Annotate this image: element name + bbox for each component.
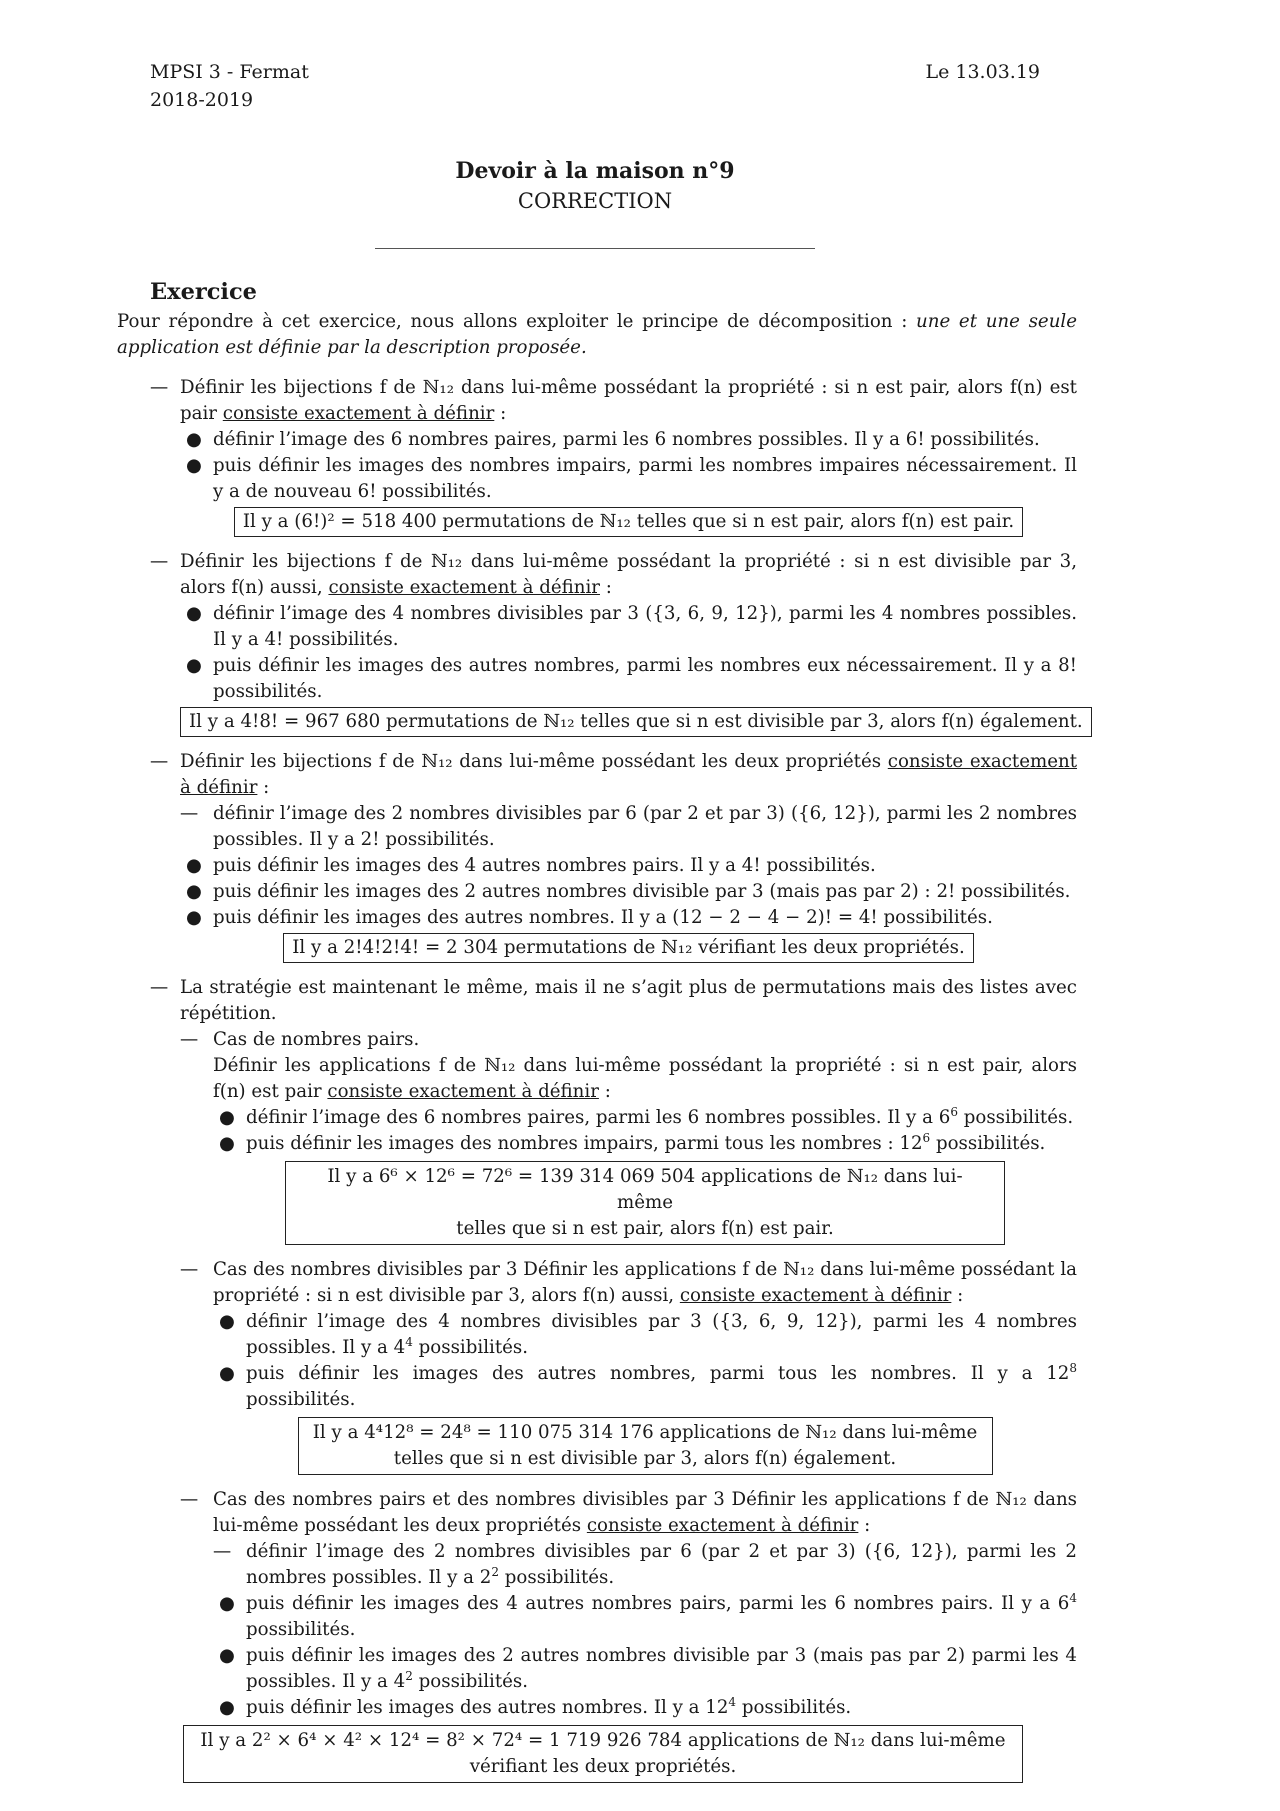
underlined-phrase: consiste exactement à définir xyxy=(328,577,600,598)
result-line: vérifiant les deux propriétés. xyxy=(469,1756,737,1777)
result-line: Il y a 2² × 6⁴ × 4² × 12⁴ = 8² × 72⁴ = 1 719 926 784 applications de ℕ₁₂ dans lui-même xyxy=(200,1730,1006,1751)
exponent: 2 xyxy=(405,1668,413,1683)
list-item xyxy=(213,1131,1077,1157)
result-line: telles que si n est divisible par 3, alors f(n) également. xyxy=(393,1448,897,1469)
result-box: Il y a 2!4!2!4! = 2 304 permutations de ℕ₁₂ vérifiant les deux propriétés. xyxy=(283,933,974,963)
case-text: Définir les applications f de ℕ₁₂ dans lui-même possédant la propriété : si n est pair, alors f(n) est pair xyxy=(213,1055,1077,1102)
list-item xyxy=(213,1105,1077,1131)
result-line: telles que si n est pair, alors f(n) est pair. xyxy=(456,1218,834,1239)
bullet-icon: ● xyxy=(186,907,202,928)
block-applications xyxy=(117,975,1077,1783)
item-text: définir l’image des 4 nombres divisibles par 3 ({3, 6, 9, 12}), parmi les 4 nombres possibles. Il y a 4! possibilités. xyxy=(213,603,1077,650)
bullet-icon: ● xyxy=(219,1697,235,1718)
underlined-phrase: consiste exactement à définir xyxy=(180,751,1078,798)
case-text: Cas des nombres divisibles par 3 Définir les applications f de ℕ₁₂ dans lui-même possédant la propriété : si n est divisible par 3, alors f(n) aussi, xyxy=(213,1259,1077,1306)
dash-marker: — xyxy=(213,1541,232,1562)
intro-colon: : xyxy=(257,777,270,798)
result-line: Il y a 4⁴12⁸ = 24⁸ = 110 075 314 176 applications de ℕ₁₂ dans lui-même xyxy=(312,1422,978,1443)
result-box xyxy=(298,1417,993,1475)
dash-marker: — xyxy=(180,1029,199,1050)
result-box xyxy=(183,1725,1023,1783)
item-text: puis définir les images des autres nombres. Il y a (12 − 2 − 4 − 2)! = 4! possibilités. xyxy=(213,907,993,928)
school-year: 2018-2019 xyxy=(150,89,254,111)
underlined-phrase: consiste exactement à définir xyxy=(327,1081,599,1102)
page-subtitle: CORRECTION xyxy=(517,189,673,213)
result-box: Il y a (6!)² = 518 400 permutations de ℕ₁₂ telles que si n est pair, alors f(n) est pair. xyxy=(234,507,1023,537)
dash-marker: — xyxy=(150,977,169,998)
item-text: possibilités. xyxy=(246,1619,356,1640)
list-item xyxy=(213,1643,1077,1695)
exponent: 8 xyxy=(1069,1360,1077,1375)
dash-marker: — xyxy=(150,377,169,398)
list-item xyxy=(180,427,1077,453)
block-intro: Définir les bijections f de ℕ₁₂ dans lui-même possédant les deux propriétés xyxy=(180,751,888,772)
item-text: puis définir les images des 2 autres nombres divisible par 3 (mais pas par 2) parmi les 4 possibles. Il y a 4 xyxy=(246,1645,1077,1692)
item-text: puis définir les images des 4 autres nombres pairs, parmi les 6 nombres pairs. Il y a 6 xyxy=(246,1593,1070,1614)
result-line: Il y a 6⁶ × 12⁶ = 72⁶ = 139 314 069 504 applications de ℕ₁₂ dans lui-même xyxy=(327,1166,963,1213)
bullet-icon: ● xyxy=(219,1363,235,1384)
result-box xyxy=(285,1161,1005,1245)
intro-colon: : xyxy=(598,1081,611,1102)
intro-emphasis: une et une seule application est définie par la description proposée. xyxy=(117,311,1077,358)
item-text: possibilités. xyxy=(246,1389,356,1410)
list-item xyxy=(180,853,1077,879)
list-item xyxy=(180,601,1077,653)
list-item xyxy=(213,1695,1077,1721)
item-text: possibilités. xyxy=(930,1133,1046,1154)
bullet-icon: ● xyxy=(186,455,202,476)
block-intro: La stratégie est maintenant le même, mais il ne s’agit plus de permutations mais des listes avec répétition. xyxy=(180,977,1077,1024)
case-text: Cas des nombres pairs et des nombres divisibles par 3 Définir les applications f de ℕ₁₂ dans lui-même possédant les deux propriétés xyxy=(213,1489,1077,1536)
exponent: 2 xyxy=(491,1564,499,1579)
item-text: puis définir les images des autres nombres, parmi tous les nombres. Il y a 12 xyxy=(246,1363,1070,1384)
exponent: 6 xyxy=(922,1130,931,1145)
dash-marker: — xyxy=(180,1489,199,1510)
intro-colon: : xyxy=(951,1285,964,1306)
main-content xyxy=(117,275,1083,1783)
page-title: Devoir à la maison n°9 xyxy=(455,158,735,184)
bullet-icon: ● xyxy=(186,881,202,902)
intro-colon: : xyxy=(494,403,507,424)
underlined-phrase: consiste exactement à définir xyxy=(586,1515,859,1536)
bullet-icon: ● xyxy=(186,655,202,676)
case-even xyxy=(180,1027,1077,1245)
dash-marker: — xyxy=(150,751,169,772)
intro-colon: : xyxy=(599,577,612,598)
result-box: Il y a 4!8! = 967 680 permutations de ℕ₁₂ telles que si n est divisible par 3, alors f(n) également. xyxy=(180,707,1092,737)
item-text: possibilités. xyxy=(736,1697,852,1718)
item-text: puis définir les images des nombres impairs, parmi les nombres impaires nécessairement. Il y a de nouveau 6! possibilités. xyxy=(213,455,1077,502)
bullet-icon: ● xyxy=(186,855,202,876)
item-text: définir l’image des 2 nombres divisibles par 6 (par 2 et par 3) ({6, 12}), parmi les 2 nombres possibles. Il y a 2! possibilités. xyxy=(213,803,1077,850)
intro-text: Pour répondre à cet exercice, nous allons exploiter le principe de décomposition : xyxy=(117,311,917,332)
block-both-bijections xyxy=(117,749,1077,963)
bullet-icon: ● xyxy=(186,429,202,450)
block-div3-bijections xyxy=(117,549,1083,737)
item-text: possibilités. xyxy=(412,1337,529,1358)
item-text: définir l’image des 6 nombres paires, parmi les 6 nombres possibles. Il y a 6! possibilités. xyxy=(213,429,1040,450)
item-text: définir l’image des 4 nombres divisibles par 3 ({3, 6, 9, 12}), parmi les 4 nombres possibles. Il y a 4 xyxy=(246,1311,1077,1358)
case-div3 xyxy=(180,1257,1077,1475)
list-item xyxy=(180,905,1077,931)
list-item xyxy=(180,453,1077,505)
underlined-phrase: consiste exactement à définir xyxy=(222,403,495,424)
item-text: définir l’image des 6 nombres paires, parmi les 6 nombres possibles. Il y a 6 xyxy=(246,1107,951,1128)
bullet-icon: ● xyxy=(219,1107,235,1128)
list-item xyxy=(180,879,1077,905)
list-item xyxy=(180,653,1077,705)
list-item xyxy=(180,801,1077,853)
exponent: 6 xyxy=(950,1104,958,1119)
item-text: définir l’image des 2 nombres divisibles par 6 (par 2 et par 3) ({6, 12}), parmi les 2 nombres possibles. Il y a 2 xyxy=(246,1541,1077,1588)
underlined-phrase: consiste exactement à définir xyxy=(679,1285,952,1306)
dash-marker: — xyxy=(180,1259,199,1280)
list-item xyxy=(213,1361,1077,1413)
title-divider xyxy=(375,248,815,249)
date-label: Le 13.03.19 xyxy=(925,61,1040,83)
item-text: puis définir les images des autres nombres, parmi les nombres eux nécessairement. Il y a 8! possibilités. xyxy=(213,655,1077,702)
title-block xyxy=(0,156,1190,216)
bullet-icon: ● xyxy=(219,1311,235,1332)
exponent: 4 xyxy=(728,1694,737,1709)
item-text: possibilités. xyxy=(412,1671,529,1692)
dash-marker: — xyxy=(150,551,169,572)
item-text: puis définir les images des nombres impairs, parmi tous les nombres : 12 xyxy=(246,1133,923,1154)
list-item xyxy=(213,1539,1077,1591)
bullet-icon: ● xyxy=(219,1645,235,1666)
intro-paragraph xyxy=(117,309,1077,361)
dash-marker: — xyxy=(180,803,199,824)
item-text: puis définir les images des 4 autres nombres pairs. Il y a 4! possibilités. xyxy=(213,855,876,876)
bullet-icon: ● xyxy=(219,1593,235,1614)
header xyxy=(150,58,1040,114)
block-even-bijections xyxy=(117,375,1077,537)
item-text: possibilités. xyxy=(499,1567,615,1588)
bullet-icon: ● xyxy=(186,603,202,624)
item-text: puis définir les images des autres nombres. Il y a 12 xyxy=(246,1697,729,1718)
course-label: MPSI 3 - Fermat xyxy=(150,61,309,83)
exponent: 4 xyxy=(1069,1590,1077,1605)
block-intro: Définir les bijections f de ℕ₁₂ dans lui-même possédant la propriété : si n est divisible par 3, alors f(n) aussi, xyxy=(180,551,1077,598)
intro-colon: : xyxy=(858,1515,871,1536)
item-text: puis définir les images des 2 autres nombres divisible par 3 (mais pas par 2) : 2! possibilités. xyxy=(213,881,1071,902)
list-item xyxy=(213,1309,1077,1361)
bullet-icon: ● xyxy=(219,1133,235,1154)
case-both xyxy=(180,1487,1077,1783)
list-item xyxy=(213,1591,1077,1643)
exponent: 4 xyxy=(405,1334,413,1349)
item-text: possibilités. xyxy=(957,1107,1074,1128)
section-heading: Exercice xyxy=(150,279,257,305)
case-label: Cas de nombres pairs. xyxy=(213,1029,420,1050)
block-intro: Définir les bijections f de ℕ₁₂ dans lui-même possédant la propriété : si n est pair, alors f(n) est pair xyxy=(180,377,1077,424)
